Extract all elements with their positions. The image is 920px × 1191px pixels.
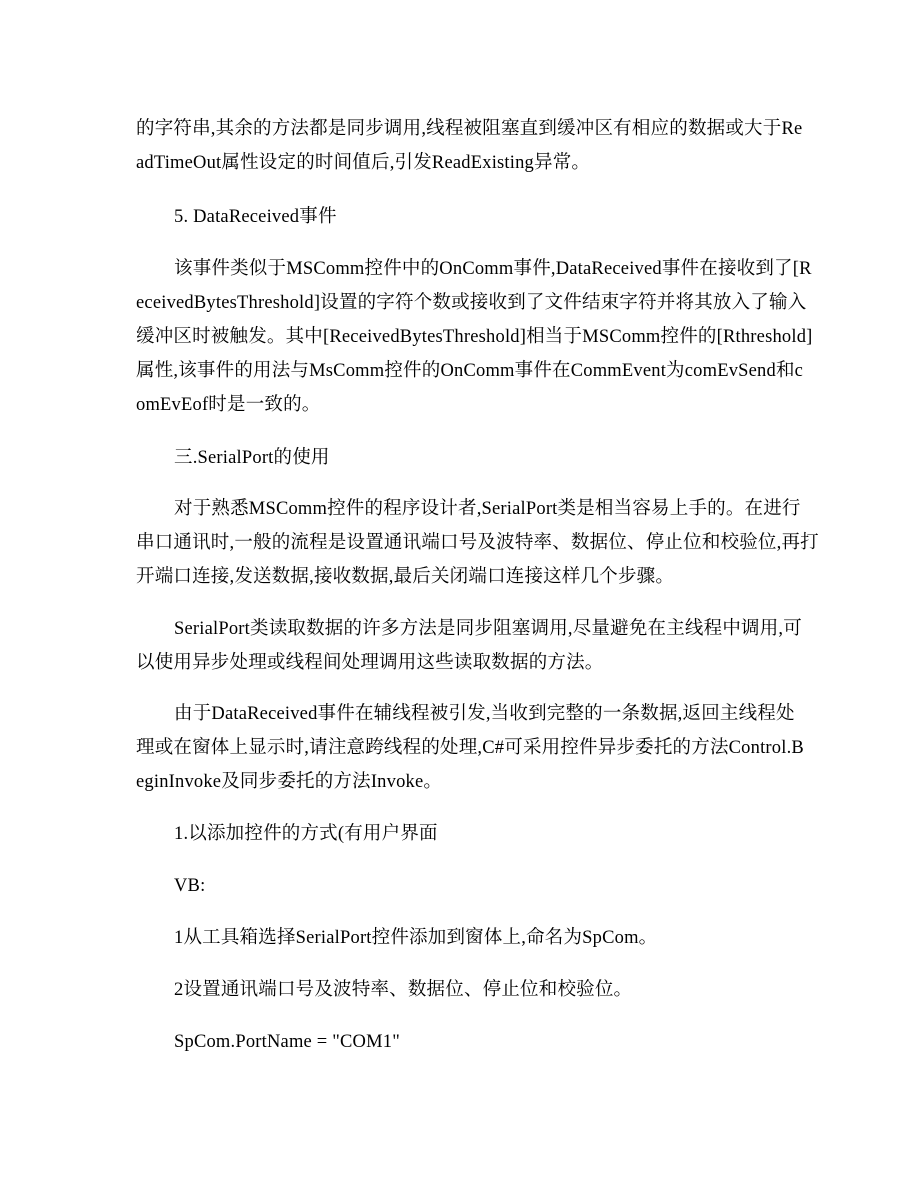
section-heading-serialport-usage: 三.SerialPort的使用 bbox=[174, 448, 330, 468]
text-line-12: 开端口连接,发送数据,接收数据,最后关闭端口连接这样几个步骤。 bbox=[136, 567, 675, 587]
text-line-1: 的字符串,其余的方法都是同步调用,线程被阻塞直到缓冲区有相应的数据或大于Re bbox=[136, 119, 803, 139]
text-line-10: 对于熟悉MSComm控件的程序设计者,SerialPort类是相当容易上手的。在进行 bbox=[174, 499, 801, 519]
vb-label: VB: bbox=[174, 876, 206, 896]
text-line-7: 属性,该事件的用法与MsComm控件的OnComm事件在CommEvent为comEvSend和c bbox=[136, 361, 804, 381]
text-line-15: 由于DataReceived事件在辅线程被引发,当收到完整的一条数据,返回主线程处 bbox=[174, 704, 795, 724]
step-2-text: 2设置通讯端口号及波特率、数据位、停止位和校验位。 bbox=[174, 980, 633, 1000]
text-line-5: eceivedBytesThreshold]设置的字符个数或接收到了文件结束字符并将其放入了输入 bbox=[136, 293, 807, 313]
code-line-portname: SpCom.PortName = "COM1" bbox=[174, 1032, 400, 1052]
text-line-14: 以使用异步处理或线程间处理调用这些读取数据的方法。 bbox=[136, 653, 604, 673]
text-line-2: adTimeOut属性设定的时间值后,引发ReadExisting异常。 bbox=[136, 153, 591, 173]
text-line-17: eginInvoke及同步委托的方法Invoke。 bbox=[136, 772, 443, 792]
text-line-11: 串口通讯时,一般的流程是设置通讯端口号及波特率、数据位、停止位和校验位,再打 bbox=[136, 533, 819, 553]
section-heading-dataReceived: 5. DataReceived事件 bbox=[174, 207, 337, 227]
text-line-6: 缓冲区时被触发。其中[ReceivedBytesThreshold]相当于MSComm控件的[Rthreshold] bbox=[136, 327, 813, 347]
subsection-heading-add-control: 1.以添加控件的方式(有用户界面 bbox=[174, 824, 438, 844]
text-line-13: SerialPort类读取数据的许多方法是同步阻塞调用,尽量避免在主线程中调用,可 bbox=[174, 619, 802, 639]
text-line-8: omEvEof时是一致的。 bbox=[136, 395, 321, 415]
step-1-text: 1从工具箱选择SerialPort控件添加到窗体上,命名为SpCom。 bbox=[174, 928, 658, 948]
text-line-16: 理或在窗体上显示时,请注意跨线程的处理,C#可采用控件异步委托的方法Control.B bbox=[136, 738, 804, 758]
text-line-4: 该事件类似于MSComm控件中的OnComm事件,DataReceived事件在接收到了[R bbox=[174, 259, 812, 279]
